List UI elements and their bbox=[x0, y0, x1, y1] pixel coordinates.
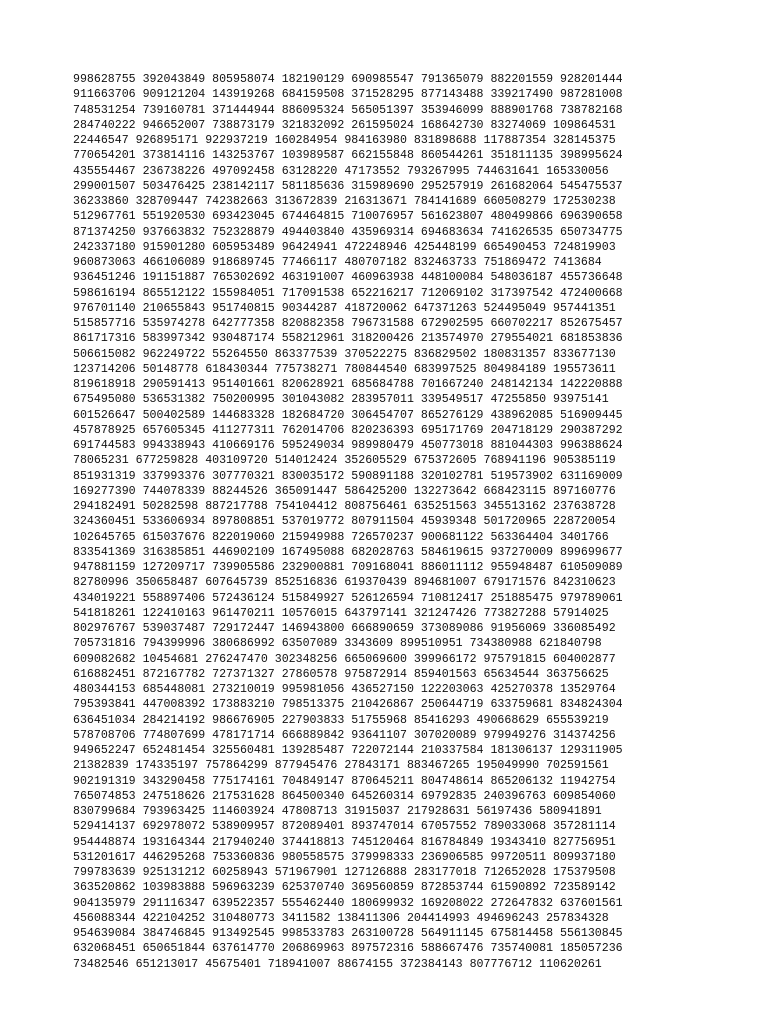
number-row-5: 22446547 926895171 922937219 160284954 984163980 831898688 117887354 328145375 bbox=[73, 134, 616, 147]
number-row-36: 541818261 122410163 961470211 10576015 643797141 321247426 773827288 57914025 bbox=[73, 606, 609, 620]
number-row-26: 78065231 677259828 403109720 514012424 352605529 675372605 768941196 905385119 bbox=[73, 454, 616, 468]
number-row-45: 949652247 652481454 325560481 139285487 722072144 210337584 181306137 129311905 bbox=[73, 744, 623, 757]
number-row-23: 601526647 500402589 144683328 182684720 306454707 865276129 438962085 516909445 bbox=[73, 408, 623, 422]
number-row-41: 480344153 685448081 273210019 995981056 436527150 122203063 425270378 13529764 bbox=[73, 683, 616, 696]
number-row-22: 675495080 536531382 750200995 301043082 283957011 339549517 47255850 93975141 bbox=[73, 393, 609, 407]
number-row-11: 871374250 937663832 752328879 494403840 435969314 694683634 741626535 650734775 bbox=[73, 225, 623, 239]
number-row-35: 434019221 558897406 572436124 515849927 526126594 710812417 251885475 979789061 bbox=[73, 591, 623, 605]
number-row-31: 102645765 615037676 822019060 215949988 726570237 900681122 563364404 3401766 bbox=[73, 530, 609, 544]
number-row-1: 998628755 392043849 805958074 182190129 690985547 791365079 882201559 928201444 bbox=[73, 73, 623, 86]
number-row-39: 609082682 10454681 276247470 302348256 665069600 399966172 975791815 604002877 bbox=[73, 652, 616, 666]
number-row-29: 294182491 50282598 887217788 754104412 808756461 635251563 345513162 237638728 bbox=[73, 500, 616, 513]
number-row-13: 960873063 466106089 918689745 77466117 480707182 832463733 751869472 7413684 bbox=[73, 256, 602, 269]
number-row-59: 73482546 651213017 45675401 718941007 88674155 372384143 807776712 110620261 bbox=[73, 957, 602, 971]
number-row-54: 363520862 103983888 596963239 625370740 369560859 872853744 61590892 723589142 bbox=[73, 881, 616, 895]
number-row-15: 598616194 865512122 155984051 717091538 652216217 712069102 317397542 472400668 bbox=[73, 286, 623, 300]
number-row-53: 799783639 925131212 60258943 571967901 127126888 283177018 712652028 175379508 bbox=[73, 866, 616, 879]
number-row-51: 954448874 193164344 217940240 374418813 745120464 816784849 19343410 827756951 bbox=[73, 835, 616, 849]
number-row-47: 902191319 343290458 775174161 704849147 870645211 804748614 865206132 11942754 bbox=[73, 774, 616, 788]
number-row-10: 512967761 551920530 693423045 674464815 710076957 561623807 480499866 696390658 bbox=[73, 210, 623, 224]
number-row-21: 819618918 290591413 951401661 820628921 685684788 701667240 248142134 142220888 bbox=[73, 378, 623, 391]
number-row-24: 457878925 657605345 411277311 762014706 820236393 695171769 204718129 290387292 bbox=[73, 423, 623, 437]
number-document bbox=[73, 72, 753, 972]
number-row-9: 36233860 328709447 742382663 313672839 216313671 784141689 660508279 172530238 bbox=[73, 195, 616, 208]
number-row-57: 954639084 384746845 913492545 998533783 263100728 564911145 675814458 556130845 bbox=[73, 927, 623, 940]
number-row-16: 976701140 210655843 951740815 90344287 418720062 647371263 524495049 957441351 bbox=[73, 301, 616, 315]
number-row-28: 169277390 744078339 88244526 365091447 586425200 132273642 668423115 897160776 bbox=[73, 484, 616, 498]
number-row-25: 691744583 994338943 410669176 595249034 989980479 450773018 881044303 996388624 bbox=[73, 439, 623, 452]
number-row-27: 851931319 337993376 307770321 830035172 590891188 320102781 519573902 631169009 bbox=[73, 469, 623, 483]
number-row-38: 705731816 794399996 380686992 63507089 3343609 899510951 734380988 621840798 bbox=[73, 637, 602, 651]
number-row-43: 636451034 284214192 986676905 227903833 51755968 85416293 490668629 655539219 bbox=[73, 713, 609, 727]
number-row-4: 284740222 946652007 738873179 321832092 261595024 168642730 83274069 109864531 bbox=[73, 118, 616, 132]
number-row-44: 578708706 774807699 478171714 666889842 93641107 307020089 979949276 314374256 bbox=[73, 728, 616, 742]
number-row-50: 529414137 692978072 538909957 872089401 893747014 67057552 789033068 357281114 bbox=[73, 820, 616, 834]
number-row-58: 632068451 650651844 637614770 206869963 897572316 588667476 735740081 185057236 bbox=[73, 942, 623, 956]
number-row-18: 861717316 583997342 930487174 558212961 318200426 213574970 279554021 681853836 bbox=[73, 332, 623, 346]
number-row-46: 21382839 174335197 757864299 877945476 27843171 883467265 195049990 702591561 bbox=[73, 759, 609, 773]
number-row-40: 616882451 872167782 727371327 27860578 975872914 859401563 65634544 363756625 bbox=[73, 667, 609, 681]
number-row-37: 802976767 539037487 729172447 146943800 666890659 373089086 91956069 336085492 bbox=[73, 622, 616, 635]
number-row-55: 904135979 291116347 639522357 555462440 180699932 169208022 272647832 637601561 bbox=[73, 896, 623, 910]
number-row-7: 435554467 236738226 497092458 63128220 47173552 793267995 744631641 165330056 bbox=[73, 164, 609, 178]
number-row-17: 515857716 535974278 642777358 820882358 796731588 672902595 660702217 852675457 bbox=[73, 317, 623, 330]
number-row-14: 936451246 191151887 765302692 463191007 460963938 448100084 548036187 455736648 bbox=[73, 271, 623, 285]
number-row-6: 770654201 373814116 143253767 103989587 662155848 860544261 351811135 398995624 bbox=[73, 149, 623, 163]
number-row-52: 531201617 446295268 753360836 980558575 379998333 236906585 99720511 809937180 bbox=[73, 850, 616, 864]
number-row-49: 830799684 793963425 114603924 47808713 31915037 217928631 56197436 580941891 bbox=[73, 805, 602, 818]
number-row-20: 123714206 50148778 618430344 775738271 780844540 683997525 804984189 195573611 bbox=[73, 362, 616, 376]
number-row-34: 82780996 350658487 607645739 852516836 619370439 894681007 679171576 842310623 bbox=[73, 576, 616, 590]
number-row-19: 506615082 962249722 55264550 863377539 370522275 836829502 180831357 833677130 bbox=[73, 347, 616, 361]
number-row-42: 795393841 447008392 173883210 798513375 210426867 250644719 633759681 834824304 bbox=[73, 698, 623, 712]
number-row-8: 299001507 503476425 238142117 581185636 315989690 295257919 261682064 545475537 bbox=[73, 179, 623, 193]
number-row-3: 748531254 739160781 371444944 886095324 565051397 353946099 888901768 738782168 bbox=[73, 103, 623, 117]
number-row-48: 765074853 247518626 217531628 864500340 645260314 69792835 240396763 609854060 bbox=[73, 789, 616, 803]
number-row-32: 833541369 316385851 446902109 167495088 682028763 584619615 937270009 899699677 bbox=[73, 545, 623, 559]
number-row-30: 324360451 533606934 897808851 537019772 807911504 45939348 501720965 228720054 bbox=[73, 515, 616, 529]
number-row-12: 242337180 915901280 605953489 96424941 472248946 425448199 665490453 724819903 bbox=[73, 240, 616, 254]
number-row-2: 911663706 909121204 143919268 684159508 371528295 877143488 339217490 987281008 bbox=[73, 88, 623, 102]
number-row-33: 947881159 127209717 739905586 232900881 709168041 886011112 955948487 610509089 bbox=[73, 561, 623, 574]
number-row-56: 456088344 422104252 310480773 3411582 138411306 204414993 494696243 257834328 bbox=[73, 911, 609, 925]
